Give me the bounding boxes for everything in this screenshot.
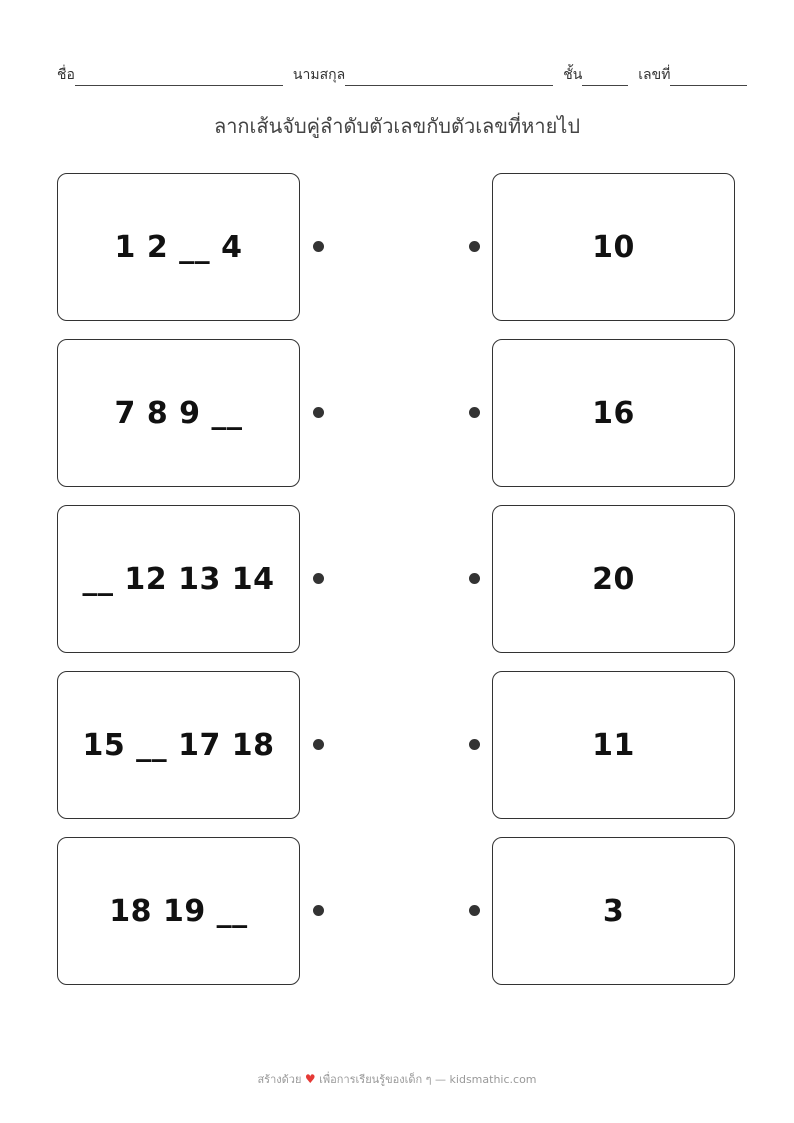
footer-prefix: สร้างด้วย bbox=[257, 1073, 302, 1086]
answer-card: 16 bbox=[492, 339, 735, 487]
left-connector-dot[interactable] bbox=[313, 241, 324, 252]
student-info-header bbox=[57, 64, 747, 86]
right-connector-dot[interactable] bbox=[469, 739, 480, 750]
surname-field[interactable] bbox=[345, 69, 553, 86]
sequence-card: 15 __ 17 18 bbox=[57, 671, 300, 819]
surname-label: นามสกุล bbox=[292, 67, 346, 83]
right-connector-dot[interactable] bbox=[469, 573, 480, 584]
answer-card: 20 bbox=[492, 505, 735, 653]
right-connector-dot[interactable] bbox=[469, 407, 480, 418]
class-label: ชั้น bbox=[563, 67, 583, 83]
right-connector-dot[interactable] bbox=[469, 241, 480, 252]
left-connector-dot[interactable] bbox=[313, 407, 324, 418]
sequence-card: 7 8 9 __ bbox=[57, 339, 300, 487]
answer-card: 11 bbox=[492, 671, 735, 819]
class-field[interactable] bbox=[582, 69, 628, 86]
answer-card: 3 bbox=[492, 837, 735, 985]
name-field[interactable] bbox=[75, 69, 283, 86]
number-label: เลขที่ bbox=[638, 67, 671, 83]
heart-icon: ♥ bbox=[304, 1072, 316, 1086]
sequence-card: __ 12 13 14 bbox=[57, 505, 300, 653]
left-connector-dot[interactable] bbox=[313, 573, 324, 584]
sequence-card: 1 2 __ 4 bbox=[57, 173, 300, 321]
right-connector-dot[interactable] bbox=[469, 905, 480, 916]
footer-suffix: เพื่อการเรียนรู้ของเด็ก ๆ — kidsmathic.com bbox=[319, 1073, 537, 1086]
worksheet-title: ลากเส้นจับคู่ลำดับตัวเลขกับตัวเลขที่หายไป bbox=[213, 114, 581, 138]
footer-credit bbox=[0, 1070, 794, 1088]
sequence-card: 18 19 __ bbox=[57, 837, 300, 985]
left-connector-dot[interactable] bbox=[313, 739, 324, 750]
left-connector-dot[interactable] bbox=[313, 905, 324, 916]
answer-card: 10 bbox=[492, 173, 735, 321]
name-label: ชื่อ bbox=[57, 67, 75, 83]
number-field[interactable] bbox=[670, 69, 747, 86]
